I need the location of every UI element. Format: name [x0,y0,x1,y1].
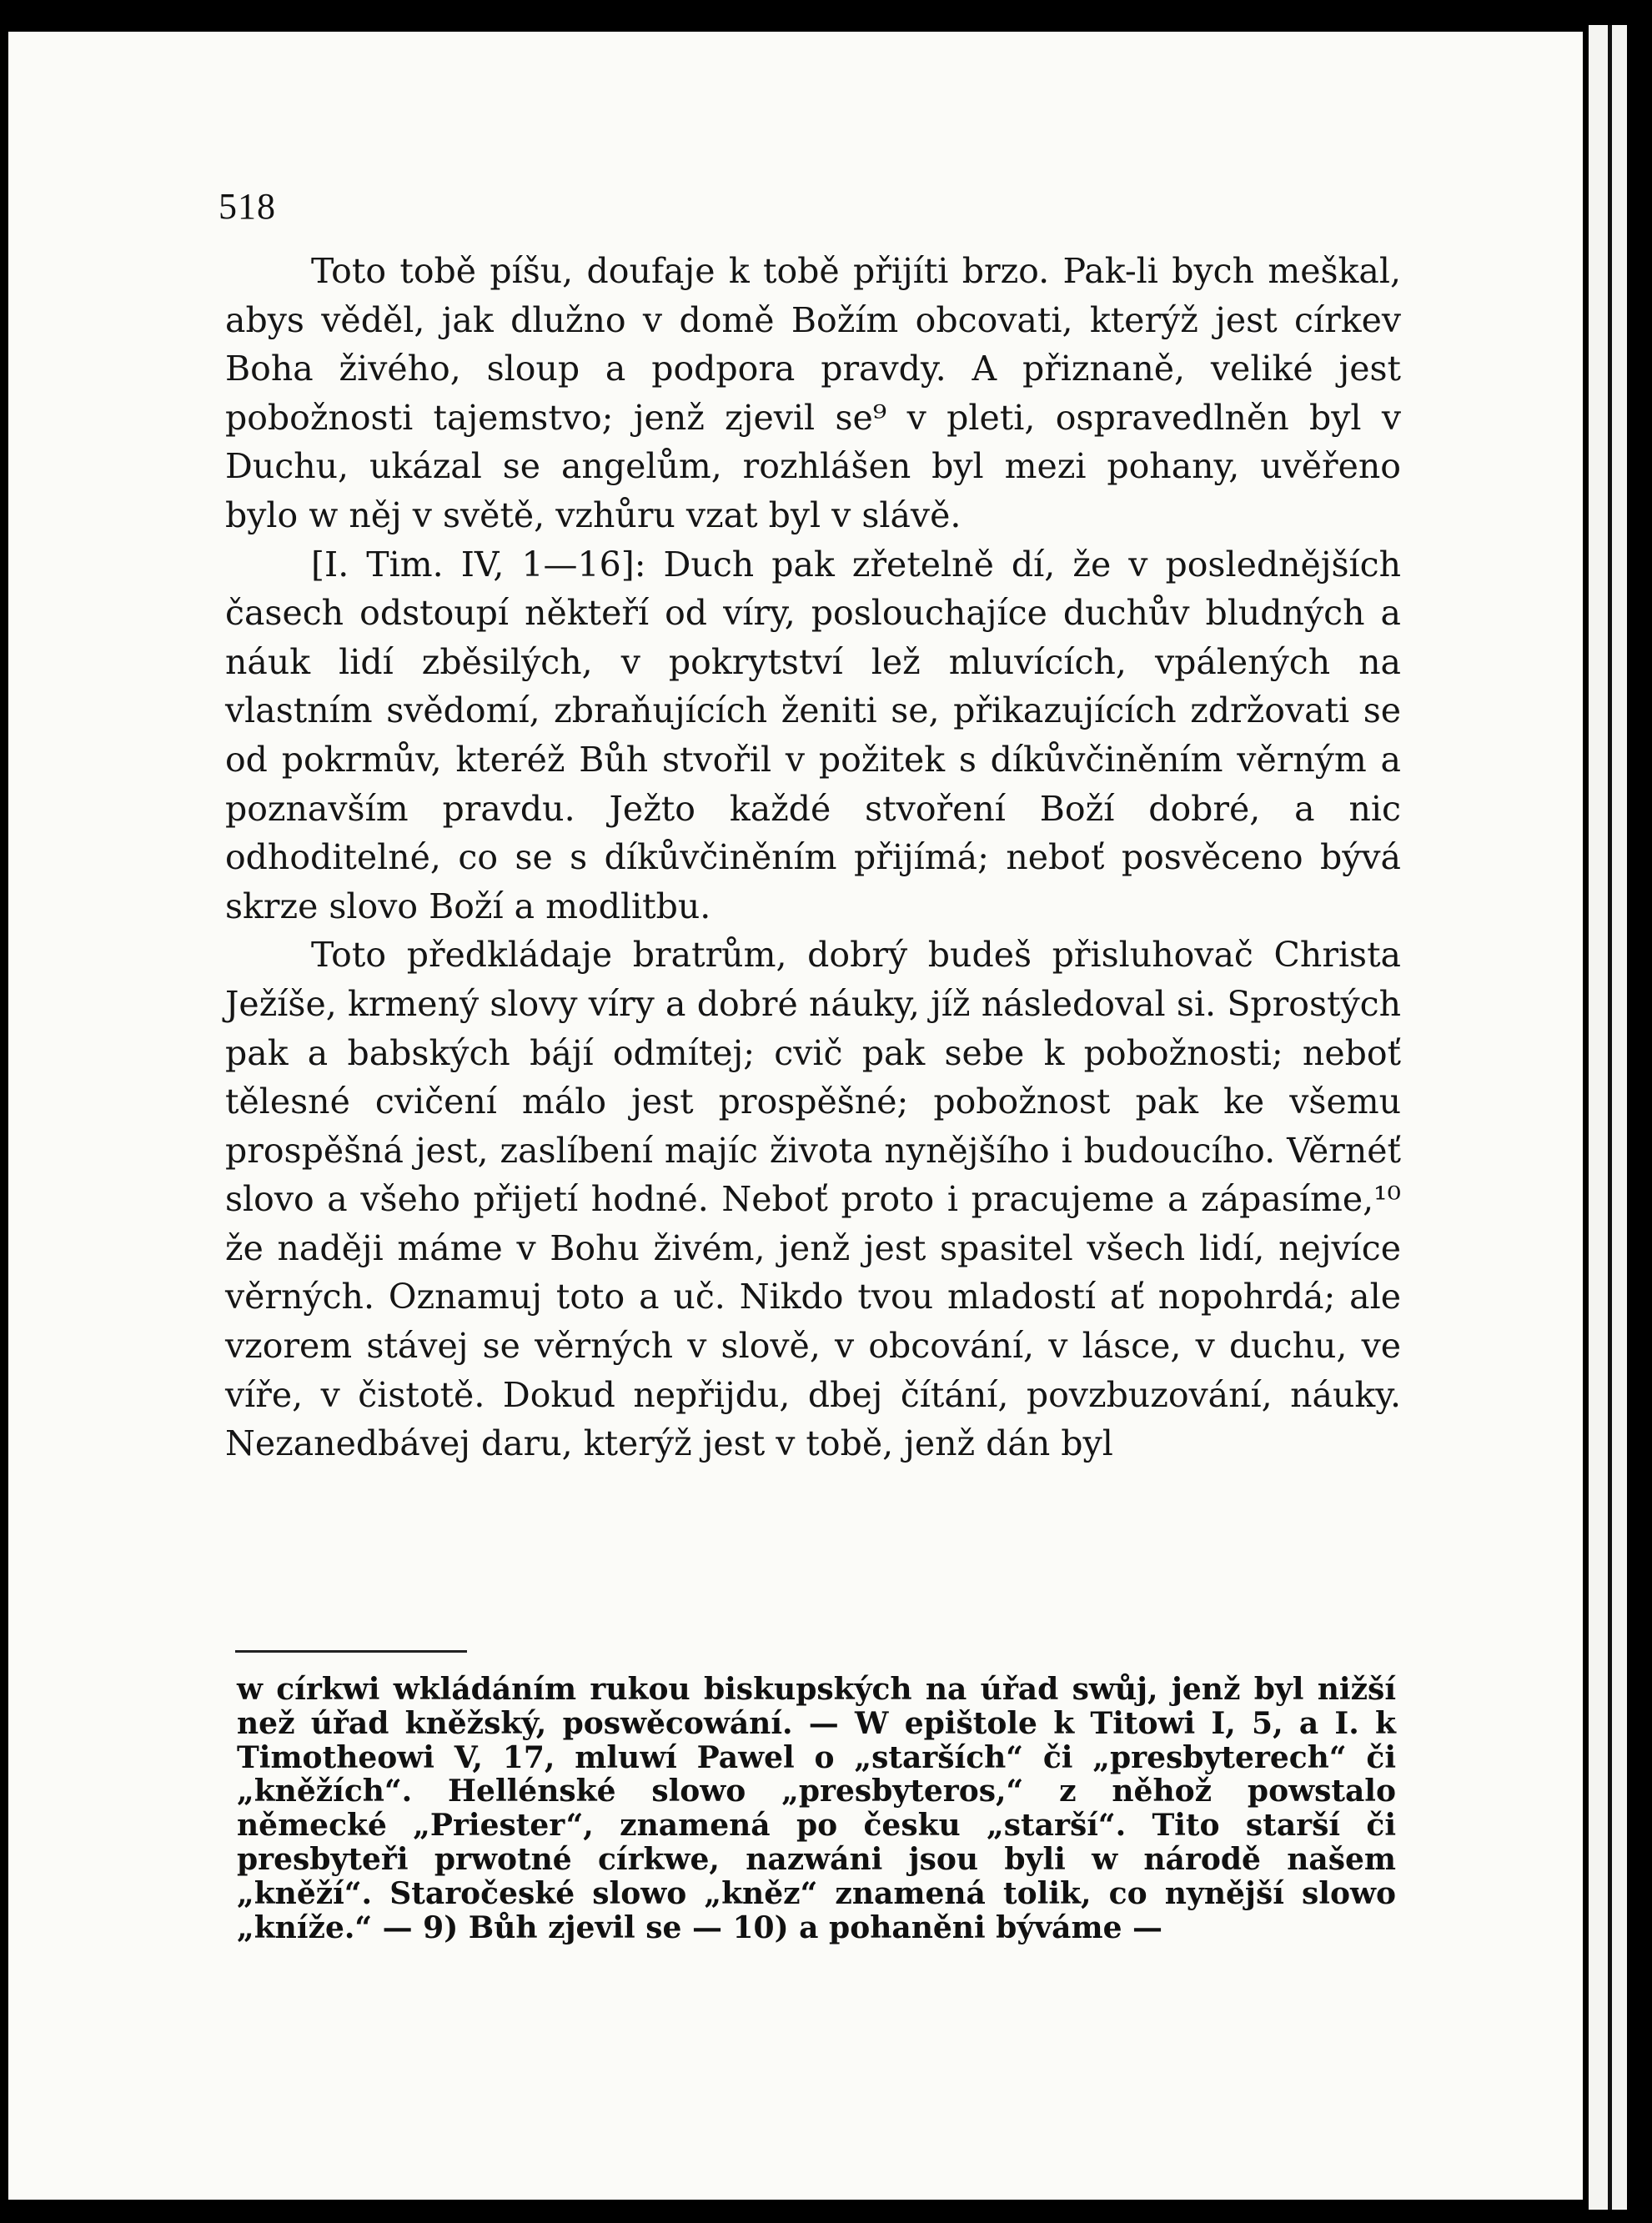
footnote-divider [235,1650,467,1653]
paragraph-2: [I. Tim. IV, 1—16]: Duch pak zřetelně dí, že v poslednějších časech odstoupí někteří od víry, poslouchajíce duchův bludných a náuk lidí zběsilých, v pokrytství lež mluvících, vpálených na vlastním svědomí, zbraňujících ženiti se, přikazujících zdržovati se od pokrmův, kteréž Bůh stvořil v požitek s díkůvčiněním věrným a poznavším pravdu. Ježto každé stvoření Boží dobré, a nic odhoditelné, co se s díkůvčiněním přijímá; neboť posvěceno bývá skrze slovo Boží a modlitbu. [225,544,1401,926]
paragraph-1: Toto tobě píšu, doufaje k tobě přijíti brzo. Pak-li bych meškal, abys věděl, jak dlužno v domě Božím obcovati, kterýž jest církev Boha živého, sloup a podpora pravdy. A přiznaně, veliké jest pobožnosti tajemstvo; jenž zjevil se⁹ v pleti, ospravedlněn byl v Duchu, ukázal se angelům, rozhlášen byl mezi pohany, uvěřeno bylo w něj v světě, vzhůru vzat byl v slávě. [225,251,1401,535]
main-text [225,247,1401,1468]
page-number: 518 [218,186,276,227]
footnote-text: w církwi wkládáním rukou biskupských na úřad swůj, jenž byl nižší než úřad kněžský, poswěcowání. — W epištole k Titowi I, 5, a I. k Timotheowi V, 17, mluwí Pawel o „starších“ či „presbyterech“ či „kněžích“. Hellénské slowo „presbyteros,“ z něhož powstalo německé „Priester“, znamená po česku „starší“. Tito starší či presbyteři prwotné církwe, nazwáni jsou byli w národě našem „kněží“. Staročeské slowo „kněz“ znamená tolik, co nynější slowo „kníže.“ — 9) Bůh zjevil se — 10) a pohaněni býváme — [237,1672,1396,1945]
page-gutter-line [1608,25,1612,2210]
paragraph-3: Toto předkládaje bratrům, dobrý budeš přisluhovač Christa Ježíše, krmený slovy víry a dobré náuky, jíž následoval si. Sprostých pak a babských bájí odmítej; cvič pak sebe k pobožnosti; neboť tělesné cvičení málo jest prospěšné; pobožnost pak ke všemu prospěšná jest, zaslíbení majíc života nynějšího i budoucího. Věrnéť slovo a všeho přijetí hodné. Neboť proto i pracujeme a zápasíme,¹⁰ že naději máme v Bohu živém, jenž jest spasitel všech lidí, nejvíce věrných. Oznamuj toto a uč. Nikdo tvou mladostí ať nopohrdá; ale vzorem stávej se věrných v slově, v obcování, v lásce, v duchu, ve víře, v čistotě. Dokud nepřijdu, dbej čítání, povzbuzování, náuky. Nezanedbávej daru, kterýž jest v tobě, jenž dán byl [225,935,1401,1464]
